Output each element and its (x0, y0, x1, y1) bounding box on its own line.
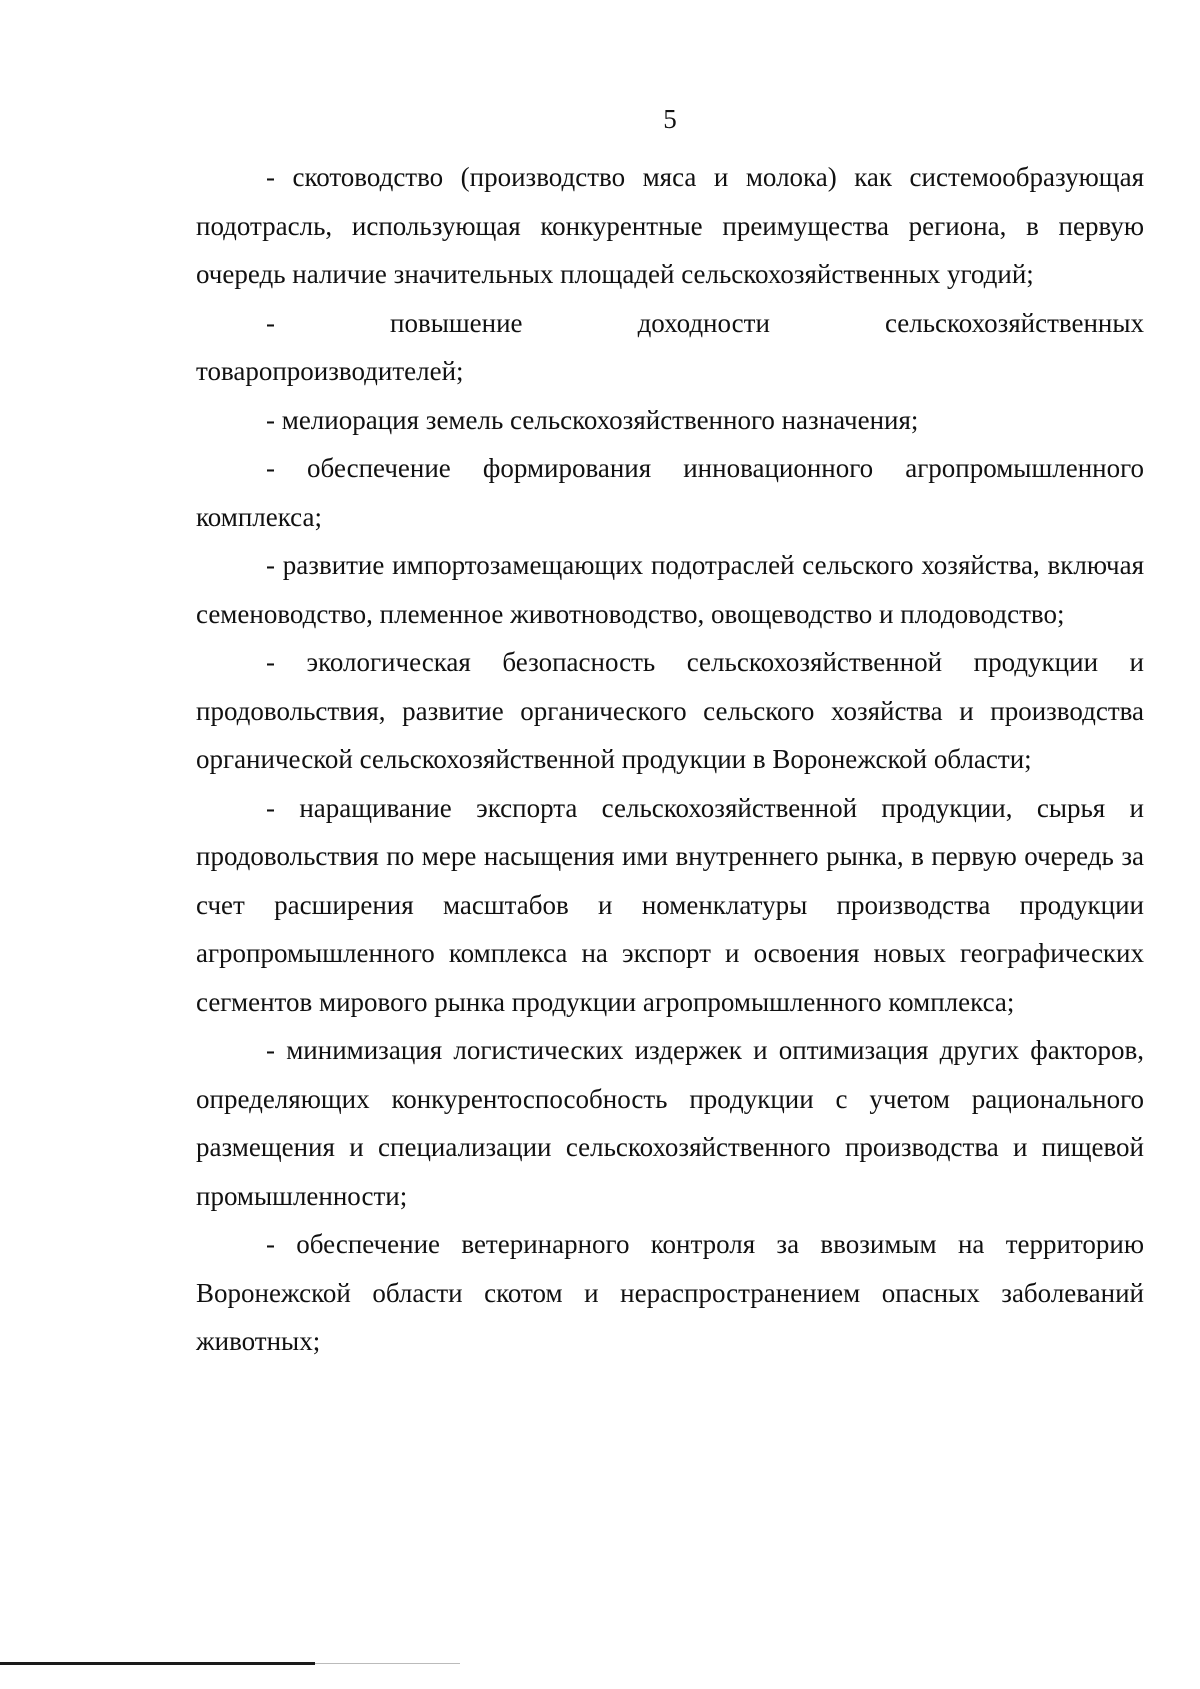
list-item-ecology: - экологическая безопасность сельскохозяйственной продукции и продовольствия, развитие органического сельского хозяйства и производства органической сельскохозяйственной продукции в Воронежской области; (196, 647, 1144, 774)
profitability-dash: - (266, 307, 275, 338)
list-item-melioration: - мелиорация земель сельскохозяйственного назначения; (266, 404, 919, 435)
list-item-profitability (196, 299, 1144, 396)
page-number: 5 (663, 104, 677, 134)
bottom-rule (0, 1662, 315, 1665)
profitability-line (196, 299, 1144, 348)
list-item-livestock: - скотоводство (производство мяса и молока) как системообразующая подотрасль, использующая конкурентные преимущества региона, в первую очередь наличие значительных площадей сельскохозяйственных угодий; (196, 162, 1144, 289)
bottom-rule-faint (315, 1663, 460, 1664)
list-item-innovation: - обеспечение формирования инновационного агропромышленного комплекса; (196, 453, 1144, 532)
list-item-export: - наращивание экспорта сельскохозяйственной продукции, сырья и продовольствия по мере насыщения ими внутреннего рынка, в первую очередь за счет расширения масштабов и номенклатуры производства продукции агропромышленного комплекса на экспорт и освоения новых географических сегментов мирового рынка продукции агропромышленного комплекса; (196, 792, 1144, 1017)
profitability-continuation: товаропроизводителей; (196, 356, 464, 386)
profitability-word-1: повышение (390, 307, 523, 338)
list-item-veterinary: - обеспечение ветеринарного контроля за ввозимым на территорию Воронежской области скотом и нераспространением опасных заболеваний животных; (196, 1229, 1144, 1356)
list-item-import-substitution: - развитие импортозамещающих подотраслей сельского хозяйства, включая семеноводство, племенное животноводство, овощеводство и плодоводство; (196, 550, 1144, 629)
profitability-word-3: сельскохозяйственных (884, 307, 1144, 338)
document-body (196, 153, 1144, 1366)
list-item-logistics: - минимизация логистических издержек и оптимизация других факторов, определяющих конкурентоспособность продукции с учетом рационального размещения и специализации сельскохозяйственного производства и пищевой промышленности; (196, 1035, 1144, 1211)
profitability-word-2: доходности (637, 307, 770, 338)
